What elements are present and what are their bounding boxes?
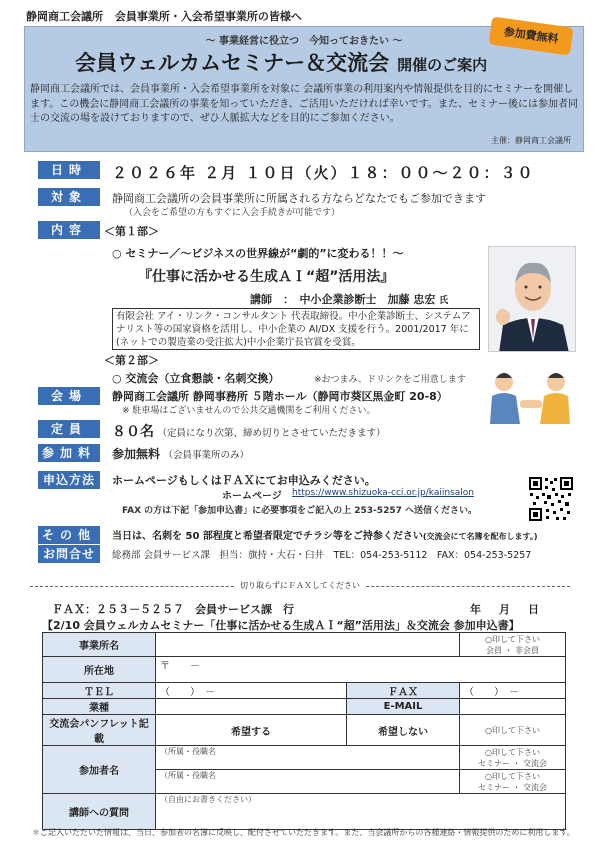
tel-label: ＴＥＬ (43, 683, 156, 699)
tagline: ～ 事業経営に役立つ 今知っておきたい ～ (205, 36, 403, 47)
org-name: 静岡商工会議所 (26, 10, 103, 23)
event-datetime: ２０２６年 ２月 １０日（火）１８：００～２０：３０ (112, 164, 535, 182)
label-capacity: 定員 (38, 420, 100, 438)
industry-label: 業種 (43, 699, 156, 715)
privacy-footnote: ＊ご記入いただいた情報は、当日、参加者の名簿に反映し、配付させていただきます。また、当会議所からの各種連絡・情報提供のために利用します。 (32, 828, 575, 837)
fax-label: ＦＡＸ (347, 683, 460, 699)
fee (112, 445, 249, 462)
venue-text: 静岡商工会議所 静岡事務所 ５階ホール（静岡市葵区黒金町 20-8） (112, 390, 448, 403)
fee-note: （会員事業所のみ） (163, 450, 250, 461)
contact-text: 総務部 会員サービス課 担当：旗持・大石・臼井 TEL：054-253-5112 FAX：054-253-5257 (112, 550, 532, 561)
fax-field[interactable]: （ ） － (460, 683, 566, 699)
organizer: 主催：静岡商工会議所 (491, 136, 571, 145)
attend-circle-note-1: ○印して下さい (485, 747, 540, 757)
apply-text: ホームページもしくはＦＡＸにてお申込みください。 (112, 474, 376, 487)
postal-mark: 〒 － (160, 661, 200, 672)
seminar-line: ○ セミナー／～ビジネスの世界線が“劇的”に変わる！！～ (112, 247, 404, 260)
question-hint: （自由にお書きください） (160, 795, 256, 804)
address-field[interactable] (156, 657, 566, 683)
title-main: 会員ウェルカムセミナー＆交流会 (75, 51, 390, 75)
industry-field[interactable] (156, 699, 347, 715)
pamphlet-not-want-option[interactable]: 希望しない (347, 715, 460, 746)
other-note: (交流会にて名簿を配布します。) (422, 532, 538, 541)
pamphlet-want-option[interactable]: 希望する (156, 715, 347, 746)
participant-2-field[interactable] (156, 770, 460, 794)
participant-2-attend[interactable] (460, 770, 566, 794)
recipient-line (26, 8, 310, 24)
other-text (112, 527, 538, 542)
fee-value: 参加無料 (112, 447, 161, 461)
intro-text: 静岡商工会議所では、会員事業所・入会希望事業所を対象に 会議所事業の利用案内や情報提供を目的にセミナーを開催します。この機会に静岡商工会議所の事業を知っていただき、ご活用いただければ幸いです。また、セミナー後には参加者同士の交流の場を設けておりますので、ぜひ人脈拡大などを目的にご参加ください。 (30, 84, 578, 124)
label-contact: お問合せ (38, 545, 100, 563)
member-choice[interactable] (460, 633, 566, 657)
cut-label-text: 切り取らずにＦＡＸしてください (234, 581, 366, 590)
fax-to: ＦＡＸ：２５３－５２５７ 会員サービス課 行 (52, 603, 294, 616)
page-title (75, 47, 487, 77)
target-note: （入会をご希望の方もすぐに入会手続きが可能です） (124, 208, 341, 218)
pamphlet-circle-note: ○印して下さい (460, 715, 566, 746)
capacity (112, 421, 386, 441)
business-name-field[interactable] (156, 633, 460, 657)
member-options: 会員 ・ 非会員 (485, 645, 540, 655)
question-label: 講師への質問 (43, 794, 156, 830)
label-other: その他 (38, 526, 100, 544)
label-apply: 申込方法 (38, 471, 100, 489)
seminar-title: 『仕事に活かせる生成ＡＩ“超”活用法』 (138, 269, 395, 285)
email-label: E-MAIL (347, 699, 460, 715)
title-suffix: 開催のご案内 (397, 56, 488, 74)
label-datetime: 日時 (38, 161, 100, 179)
apply-url-link[interactable]: https://www.shizuoka-cci.or.jp/kaiinsalon (292, 488, 474, 498)
handshake-illustration (482, 366, 578, 424)
circle-note: ○印して下さい (485, 634, 540, 644)
target-text: 静岡商工会議所の会員事業所に所属される方ならどなたでもご参加できます (112, 192, 486, 205)
speaker-bio: 有限会社 アイ・リンク・コンサルタント 代表取締役。中小企業診断士、システムアナリスト等の国家資格を活用し、中小企業の AI/DX 支援を行う。2001/2017 年に(ネットでの製造業の受注拡大)中小企業庁長官賞を受賞。 (112, 308, 480, 350)
capacity-note: （定員になり次第、締め切りとさせていただきます） (157, 428, 386, 439)
cut-label (0, 580, 600, 591)
label-fee: 参加料 (38, 444, 100, 462)
tel-field[interactable]: （ ） － (156, 683, 347, 699)
fax-note: FAX の方は下記「参加申込書」に必要事項をご記入の上 253-5257 へ送信ください。 (122, 506, 477, 516)
qr-code[interactable] (528, 476, 574, 522)
application-title: 【2/10 会員ウェルカムセミナー「仕事に活かせる生成ＡＩ“超”活用法」＆交流会 参加申込書】 (42, 619, 520, 632)
participant-label: 参加者名 (43, 746, 156, 794)
exchange-line: ○ 交流会（立食懇談・名刺交換） (112, 372, 280, 385)
venue-note: ※ 駐車場はございませんので公共交通機関をご利用ください。 (122, 406, 376, 416)
part2-label: ＜第２部＞ (104, 354, 159, 367)
audience: 会員事業所・入会希望事業所の皆様へ (114, 10, 302, 23)
participant-1-attend[interactable] (460, 746, 566, 770)
label-venue: 会場 (38, 387, 100, 405)
part1-label: ＜第１部＞ (104, 225, 159, 238)
exchange-note: ※おつまみ、ドリンクをご用意します (314, 375, 466, 385)
question-field[interactable] (156, 794, 566, 830)
position-hint-2: （所属・役職名 (160, 771, 216, 780)
speaker-photo (488, 246, 576, 352)
attend-circle-note-2: ○印して下さい (485, 771, 540, 781)
attend-options-2: セミナー ・ 交流会 (477, 782, 548, 792)
email-field[interactable] (460, 699, 566, 715)
date-fields: 年月日 (470, 603, 557, 616)
speaker (250, 291, 448, 307)
position-hint-1: （所属・役職名 (160, 747, 216, 756)
attend-options-1: セミナー ・ 交流会 (477, 758, 548, 768)
label-content: 内容 (38, 221, 100, 239)
business-name-label: 事業所名 (43, 633, 156, 657)
application-form (42, 632, 566, 830)
hp-label: ホームページ (222, 491, 282, 502)
capacity-value: ８０名 (112, 424, 154, 440)
speaker-suffix: 氏 (439, 296, 449, 306)
pamphlet-label: 交流会パンフレット記載 (43, 715, 156, 746)
speaker-name: 講師 ： 中小企業診断士 加藤 忠宏 (250, 293, 436, 306)
participant-1-field[interactable] (156, 746, 460, 770)
other-value: 当日は、名刺を 50 部程度と希望者限定でチラシ等をご持参ください (112, 531, 423, 542)
free-badge: 参加費無料 (488, 16, 573, 55)
address-label: 所在地 (43, 657, 156, 683)
label-target: 対象 (38, 188, 100, 206)
